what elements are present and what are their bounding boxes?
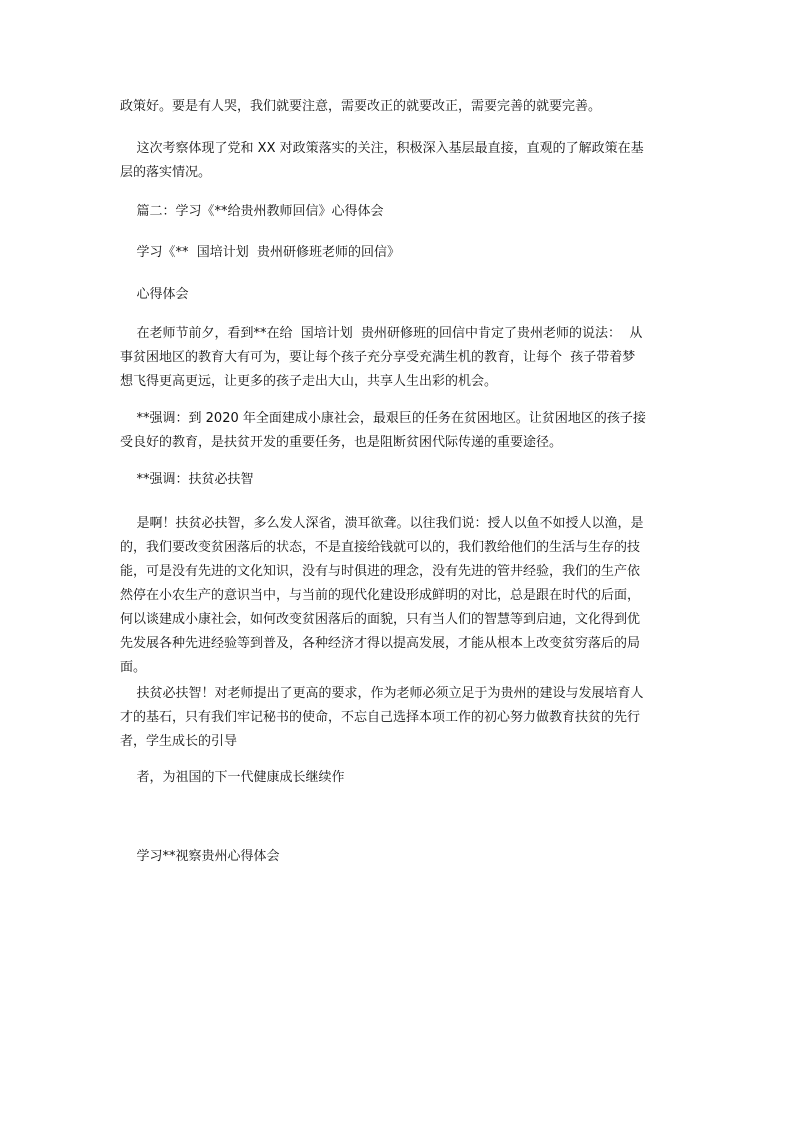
subtitle-line <box>120 241 676 265</box>
text-line: 事贫困地区的教育大有可为，要让每个孩子充分享受充满生机的教育，让每个 孩子带着梦 <box>120 350 636 365</box>
paragraph-7 <box>120 407 676 455</box>
paragraph-6 <box>120 322 676 394</box>
text-line: 想飞得更高更远，让更多的孩子走出大山，共享人生出彩的机会。 <box>120 374 498 389</box>
text-line: 然停在小农生产的意识当中，与当前的现代化建设形成鲜明的对比，总是跟在时代的后面， <box>120 588 641 603</box>
paragraph-10 <box>120 682 676 754</box>
text-line: 是啊！扶贫必扶智，多么发人深省，溃耳欲聋。以往我们说：授人以鱼不如授人以渔，是 <box>120 516 644 531</box>
subtitle-experience <box>120 283 676 307</box>
paragraph-8 <box>120 468 676 492</box>
text-line: 何以谈建成小康社会，如何改变贫困落后的面貌，只有当人们的智慧等到启迪，文化得到优 <box>120 612 641 627</box>
text-line: 者，为祖国的下一代健康成长继续作 <box>120 770 345 785</box>
text-line: 才的基石，只有我们牢记秘书的使命，不忘自己选择本项工作的初心努力做教育扶贫的先行 <box>120 710 641 725</box>
section-heading-part-two <box>120 200 676 224</box>
text-line: 政策好。要是有人哭，我们就要注意，需要改正的就要改正，需要完善的就要完善。 <box>120 99 602 114</box>
paragraph-1 <box>120 95 676 119</box>
text-line: 心得体会 <box>120 287 189 302</box>
paragraph-2 <box>120 137 676 185</box>
text-line: 受良好的教育，是扶贫开发的重要任务，也是阻断贫困代际传递的重要途径。 <box>120 435 563 450</box>
text-line: 面。 <box>120 660 147 675</box>
text-line: 篇二：学习《**给贵州教师回信》心得体会 <box>120 204 384 219</box>
text-line: **强调：扶贫必扶智 <box>120 472 254 487</box>
text-line: 学习《** 国培计划 贵州研修班老师的回信》 <box>120 245 401 260</box>
text-line: 这次考察体现了党和 XX 对政策落实的关注，积极深入基层最直接，直观的了解政策在基 <box>120 141 644 156</box>
text-line: 的，我们要改变贫困落后的状态，不是直接给钱就可以的，我们教给他们的生活与生存的技 <box>120 540 641 555</box>
text-line: 在老师节前夕，看到**在给 国培计划 贵州研修班的回信中肯定了贵州老师的说法： 从 <box>120 326 643 341</box>
paragraph-11 <box>120 766 676 790</box>
text-line: 能，可是没有先进的文化知识，没有与时俱进的理念，没有先进的管井经验，我们的生产依 <box>120 564 641 579</box>
text-line: **强调：到 2020 年全面建成小康社会，最艰巨的任务在贫困地区。让贫困地区的孩子接 <box>120 411 646 426</box>
closing-title <box>120 845 676 869</box>
text-line: 学习**视察贵州心得体会 <box>120 849 280 864</box>
text-line: 扶贫必扶智！对老师提出了更高的要求，作为老师必须立足于为贵州的建设与发展培育人 <box>120 686 644 701</box>
text-line: 先发展各种先进经验等到普及，各种经济才得以提高发展，才能从根本上改变贫穷落后的局 <box>120 636 641 651</box>
text-line: 者，学生成长的引导 <box>120 734 238 749</box>
paragraph-9 <box>120 512 676 680</box>
text-line: 层的落实情况。 <box>120 165 212 180</box>
